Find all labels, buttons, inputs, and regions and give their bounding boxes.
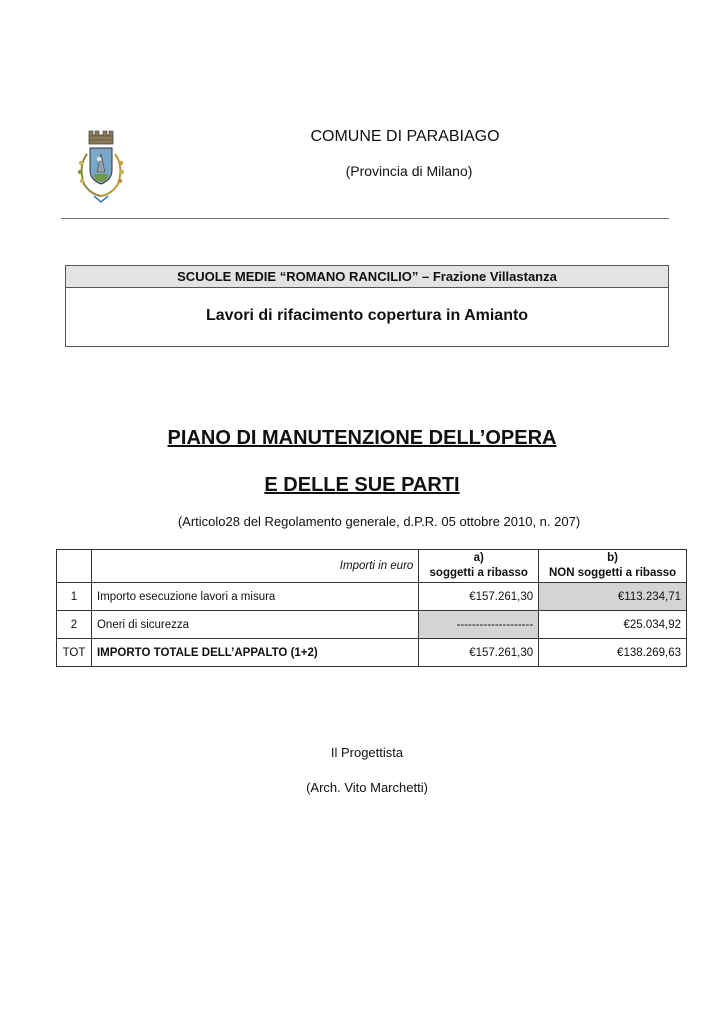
table-row — [57, 583, 687, 611]
row-number: TOT — [57, 639, 92, 667]
table-header-label: Importi in euro — [91, 550, 418, 583]
header-divider — [61, 218, 669, 219]
row-amount-a: €157.261,30 — [419, 639, 539, 667]
article-reference: (Articolo28 del Regolamento generale, d.P.R. 05 ottobre 2010, n. 207) — [177, 514, 581, 529]
row-amount-b: €25.034,92 — [539, 611, 687, 639]
col-a-letter: a) — [473, 552, 484, 564]
row-amount-b: €113.234,71 — [539, 583, 687, 611]
row-description: IMPORTO TOTALE DELL’APPALTO (1+2) — [91, 639, 418, 667]
table-total-row — [57, 639, 687, 667]
project-subheading: Lavori di rifacimento copertura in Amianto — [205, 307, 529, 324]
col-b-letter: b) — [607, 552, 619, 564]
table-header-num — [57, 550, 92, 583]
project-box — [65, 265, 669, 347]
municipality-name: COMUNE DI PARABIAGO — [310, 128, 500, 145]
document-title-line1: PIANO DI MANUTENZIONE DELL’OPERA — [167, 427, 557, 449]
row-number: 1 — [57, 583, 92, 611]
project-heading: SCUOLE MEDIE “ROMANO RANCILIO” – Frazione Villastanza — [66, 266, 668, 288]
row-amount-b: €138.269,63 — [539, 639, 687, 667]
col-b-text: NON soggetti a ribasso — [549, 567, 677, 579]
table-header-row — [57, 550, 687, 583]
row-amount-a: €157.261,30 — [419, 583, 539, 611]
signer-role: Il Progettista — [330, 745, 404, 760]
table-header-col-a — [419, 550, 539, 583]
row-amount-a: -------------------- — [419, 611, 539, 639]
table-row — [57, 611, 687, 639]
table-header-col-b — [539, 550, 687, 583]
document-title-line2: E DELLE SUE PARTI — [264, 474, 460, 496]
col-a-text: soggetti a ribasso — [429, 567, 528, 579]
row-description: Oneri di sicurezza — [91, 611, 418, 639]
province-name: (Provincia di Milano) — [345, 163, 473, 179]
row-number: 2 — [57, 611, 92, 639]
signer-name: (Arch. Vito Marchetti) — [306, 780, 428, 795]
coat-of-arms-icon — [70, 128, 132, 206]
costs-table — [56, 549, 687, 667]
row-description: Importo esecuzione lavori a misura — [91, 583, 418, 611]
